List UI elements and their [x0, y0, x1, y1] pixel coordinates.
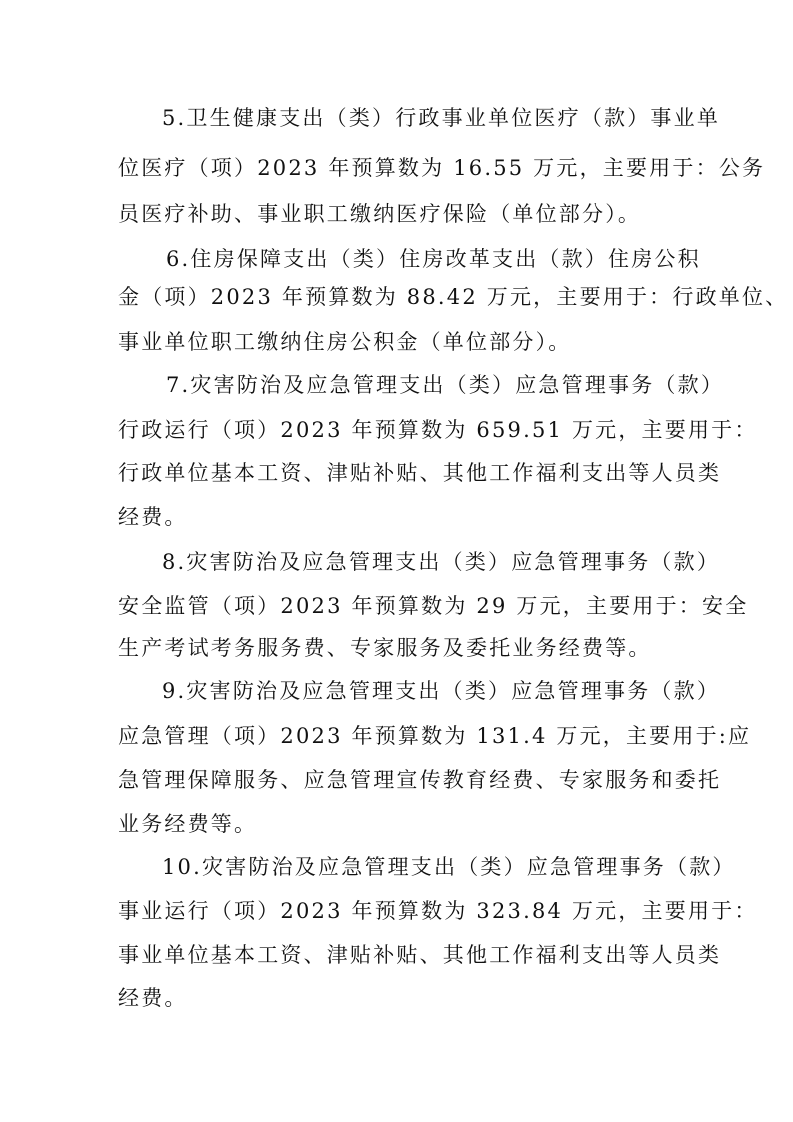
paragraph-7-line-2: 行政运行（项）2023 年预算数为 659.51 万元，主要用于：	[118, 418, 758, 442]
paragraph-7-line-1: 7.灾害防治及应急管理支出（类）应急管理事务（款）	[166, 373, 725, 397]
paragraph-5-line-2: 位医疗（项）2023 年预算数为 16.55 万元，主要用于：公务	[118, 156, 766, 180]
paragraph-9-line-2: 应急管理（项）2023 年预算数为 131.4 万元，主要用于:应	[118, 724, 752, 748]
paragraph-7-line-4: 经费。	[118, 505, 188, 529]
paragraph-10-line-1: 10.灾害防治及应急管理支出（类）应急管理事务（款）	[162, 855, 736, 879]
paragraph-6-line-2: 金（项）2023 年预算数为 88.42 万元，主要用于：行政单位、	[118, 285, 789, 309]
paragraph-5-line-1: 5.卫生健康支出（类）行政事业单位医疗（款）事业单	[162, 106, 721, 130]
paragraph-8-line-1: 8.灾害防治及应急管理支出（类）应急管理事务（款）	[162, 550, 721, 574]
paragraph-6-line-1: 6.住房保障支出（类）住房改革支出（款）住房公积	[166, 247, 701, 271]
paragraph-10-line-3: 事业单位基本工资、津贴补贴、其他工作福利支出等人员类	[118, 943, 722, 967]
paragraph-8-line-2: 安全监管（项）2023 年预算数为 29 万元，主要用于：安全	[118, 594, 749, 618]
paragraph-9-line-4: 业务经费等。	[118, 812, 258, 836]
paragraph-8-line-3: 生产考试考务服务费、专家服务及委托业务经费等。	[118, 636, 652, 660]
paragraph-10-line-2: 事业运行（项）2023 年预算数为 323.84 万元，主要用于：	[118, 899, 758, 923]
paragraph-6-line-3: 事业单位职工缴纳住房公积金（单位部分）。	[118, 330, 572, 354]
paragraph-7-line-3: 行政单位基本工资、津贴补贴、其他工作福利支出等人员类	[118, 461, 722, 485]
paragraph-9-line-3: 急管理保障服务、应急管理宣传教育经费、专家服务和委托	[118, 768, 722, 792]
paragraph-9-line-1: 9.灾害防治及应急管理支出（类）应急管理事务（款）	[162, 679, 721, 703]
paragraph-5-line-3: 员医疗补助、事业职工缴纳医疗保险（单位部分）。	[118, 202, 642, 226]
paragraph-10-line-4: 经费。	[118, 986, 188, 1010]
